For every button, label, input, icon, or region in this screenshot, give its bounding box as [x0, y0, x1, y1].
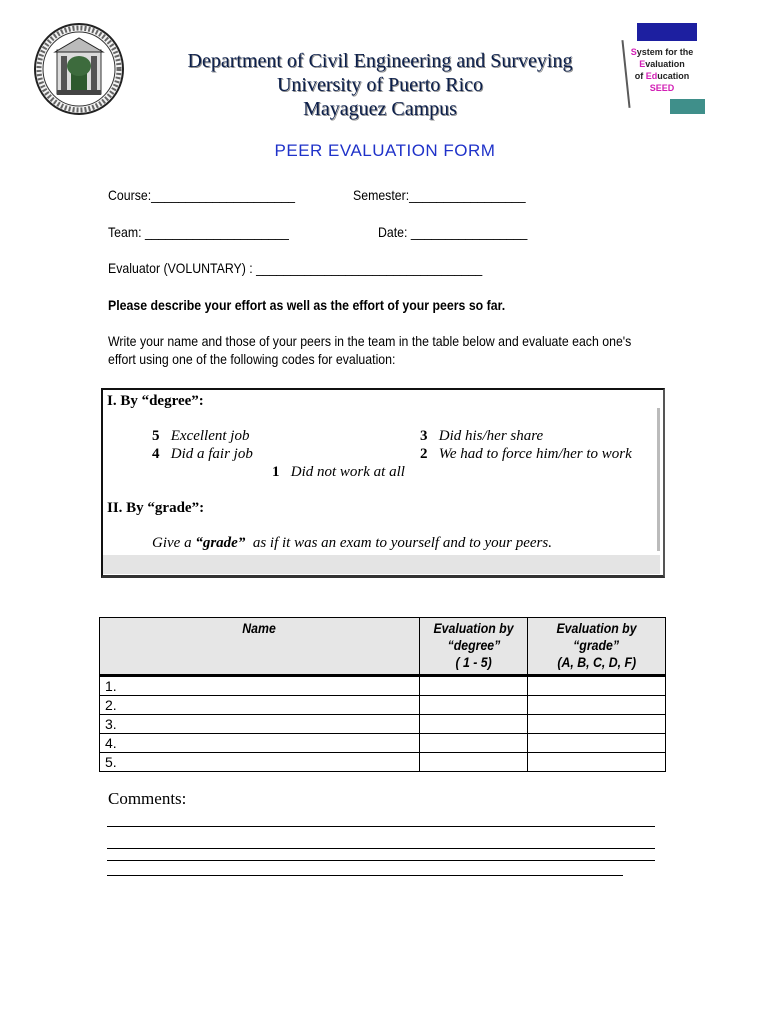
peer-evaluation-table [99, 617, 666, 772]
table-header-row [100, 618, 666, 676]
row-grade-cell[interactable] [528, 753, 666, 772]
table-row [100, 676, 666, 696]
comment-line[interactable] [107, 848, 655, 849]
form-title: PEER EVALUATION FORM [274, 141, 496, 160]
grade-section-title: II. By “grade”: [107, 500, 205, 516]
semester-field[interactable]: Semester:_________________ [353, 187, 526, 203]
code-1: 1 Did not work at all [272, 464, 405, 480]
table-row [100, 734, 666, 753]
comments-label: Comments: [108, 789, 187, 808]
seed-logo-top-bar [637, 23, 697, 41]
seed-acronym: SEED [649, 83, 675, 93]
code-2: 2 We had to force him/her to work [420, 446, 632, 462]
table-row [100, 715, 666, 734]
comment-line[interactable] [107, 826, 655, 827]
row-name-cell[interactable]: 1. [100, 676, 420, 696]
row-grade-cell[interactable] [528, 734, 666, 753]
degree-section-title: I. By “degree”: [107, 393, 204, 409]
seed-logo-text: System for the Evaluation of Education SEED [612, 46, 712, 94]
row-grade-cell[interactable] [528, 696, 666, 715]
comment-line[interactable] [107, 875, 623, 876]
row-degree-cell[interactable] [420, 676, 528, 696]
campus-title: Mayaguez Campus [303, 98, 457, 120]
seed-logo-bottom-bar [670, 99, 705, 114]
row-degree-cell[interactable] [420, 696, 528, 715]
row-degree-cell[interactable] [420, 753, 528, 772]
university-seal-logo [33, 22, 125, 117]
header-degree: Evaluation by “degree” ( 1 - 5) [420, 618, 528, 676]
header-grade: Evaluation by “grade” (A, B, C, D, F) [528, 618, 666, 676]
team-field[interactable]: Team: _____________________ [108, 224, 289, 240]
university-title: University of Puerto Rico [276, 74, 484, 96]
row-name-cell[interactable]: 2. [100, 696, 420, 715]
comment-line[interactable] [107, 860, 655, 861]
box-inner-border [657, 408, 660, 551]
row-name-cell[interactable]: 5. [100, 753, 420, 772]
department-title: Department of Civil Engineering and Surveying [187, 50, 573, 72]
table-row [100, 696, 666, 715]
evaluator-field[interactable]: Evaluator (VOLUNTARY) : _________________________________ [108, 260, 483, 276]
row-name-cell[interactable]: 3. [100, 715, 420, 734]
instruction-line-2: effort using one of the following codes for evaluation: [108, 351, 396, 367]
row-degree-cell[interactable] [420, 715, 528, 734]
row-grade-cell[interactable] [528, 715, 666, 734]
grade-instruction: Give a “grade” as if it was an exam to yourself and to your peers. [152, 535, 552, 551]
table-row [100, 753, 666, 772]
box-shade [103, 555, 660, 574]
row-name-cell[interactable]: 4. [100, 734, 420, 753]
code-4: 4 Did a fair job [152, 446, 253, 462]
row-degree-cell[interactable] [420, 734, 528, 753]
row-grade-cell[interactable] [528, 676, 666, 696]
code-3: 3 Did his/her share [420, 428, 544, 444]
header-name: Name [100, 618, 420, 676]
course-field[interactable]: Course:_____________________ [108, 187, 296, 203]
instruction-bold: Please describe your effort as well as the effort of your peers so far. [108, 297, 506, 313]
code-5: 5 Excellent job [152, 428, 250, 444]
instruction-line-1: Write your name and those of your peers in the team in the table below and evaluate each one's [108, 333, 632, 349]
date-field[interactable]: Date: _________________ [378, 224, 528, 240]
